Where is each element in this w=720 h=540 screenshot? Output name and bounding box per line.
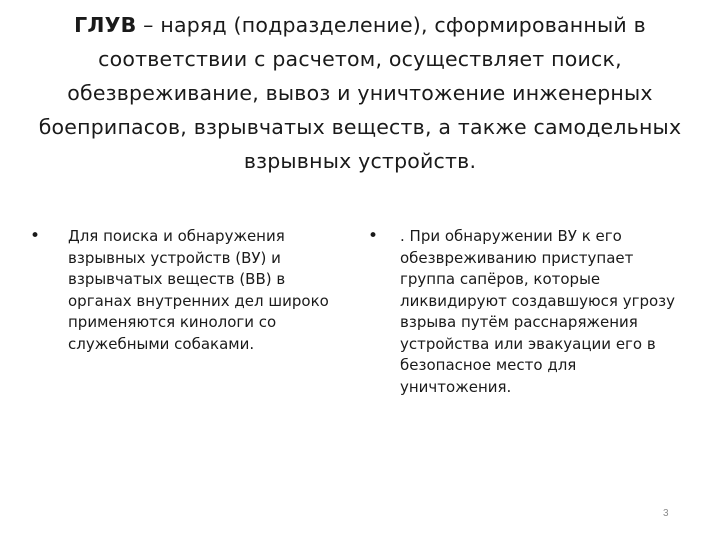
bullet-icon: •: [368, 226, 379, 246]
title-definition: – наряд (подразделение), сформированный в соответствии с расчетом, осуществляет поиск, обезвреживание, вывоз и уничтожение инженерных боеприпасов, взрывчатых веществ, а также самодельных взрывных устройств.: [38, 13, 682, 173]
left-bullet-text: Для поиска и обнаружения взрывных устройств (ВУ) и взрывчатых веществ (ВВ) в органах внутренних дел широко применяются кинологи со служебными собаками.: [68, 227, 329, 353]
page-number: 3: [663, 508, 669, 519]
left-column: [30, 226, 342, 355]
bullet-icon: •: [30, 226, 41, 246]
right-bullet-text: . При обнаружении ВУ к его обезвреживанию приступает группа сапёров, которые ликвидируют создавшуюся угрозу взрыва путём расснаряжения устройства или эвакуации его в безопасное место для уничтожения.: [400, 227, 676, 396]
title-term: ГЛУВ: [74, 13, 137, 37]
right-bullet-item: [368, 226, 686, 398]
left-bullet-item: [30, 226, 342, 355]
slide-title: [20, 8, 700, 178]
right-column: [368, 226, 686, 398]
